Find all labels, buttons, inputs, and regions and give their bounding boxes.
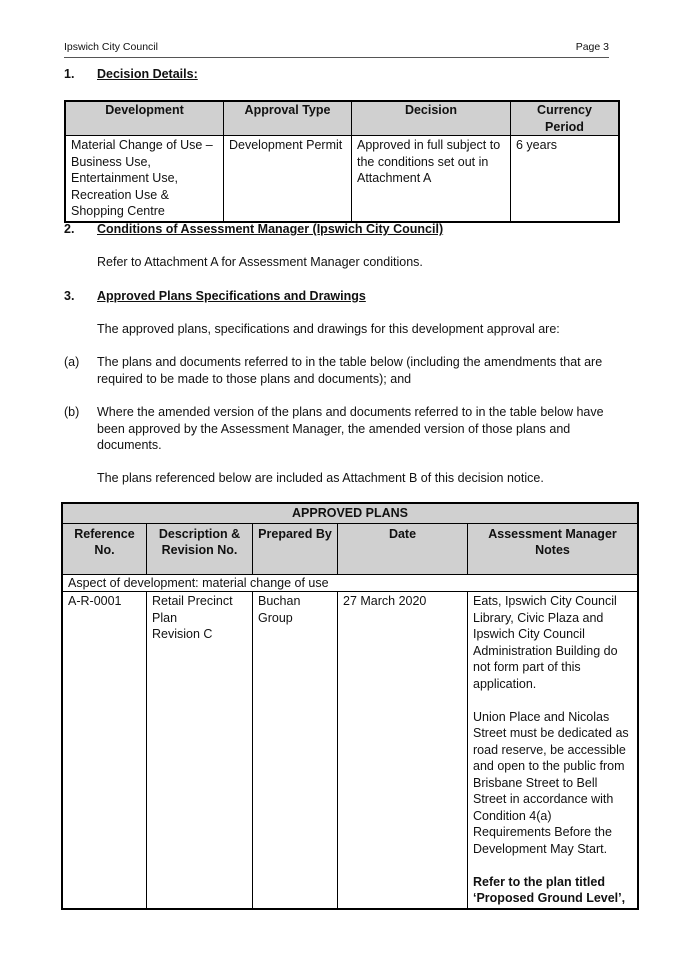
item-a-text — [97, 354, 602, 387]
notes-paragraph-2 — [473, 709, 632, 858]
col-header-decision: Decision — [352, 101, 511, 136]
item-b-label: (b) — [64, 405, 80, 419]
col-header-development: Development — [65, 101, 224, 136]
notes-line: Street must be dedicated as — [473, 726, 629, 740]
section-3-heading: Approved Plans Specifications and Drawings — [97, 289, 366, 303]
col-header-approval-type: Approval Type — [224, 101, 352, 136]
notes-line: Refer to the plan titled — [473, 874, 605, 889]
prepared-by-line: Buchan — [258, 594, 301, 608]
development-line: Recreation Use & — [71, 187, 169, 202]
cell-date: 27 March 2020 — [338, 592, 468, 909]
development-line: Shopping Centre — [71, 204, 165, 218]
description-line: Plan — [152, 610, 178, 625]
decision-line: Approved in full subject to — [357, 138, 501, 152]
notes-line: and open to the public from — [473, 759, 625, 773]
cell-notes — [468, 592, 639, 909]
section-2-number: 2. — [64, 222, 75, 236]
section-2-text: Refer to Attachment A for Assessment Manager conditions. — [97, 255, 423, 269]
section-3-number: 3. — [64, 289, 75, 303]
decision-line: Attachment A — [357, 171, 432, 185]
notes-line: Administration Building do — [473, 643, 618, 658]
decision-table-header-row — [65, 101, 619, 136]
notes-line: Condition 4(a) — [473, 808, 552, 823]
section-3-outro: The plans referenced below are included as Attachment B of this decision notice. — [97, 471, 544, 485]
prepared-by-line: Group — [258, 610, 293, 625]
notes-line: not form part of this — [473, 660, 581, 674]
col-header-notes: Assessment Manager Notes — [468, 523, 639, 574]
notes-line: Street in accordance with — [473, 792, 614, 806]
item-a-line: required to be made to those plans and documents); and — [97, 371, 412, 386]
cell-approval-type: Development Permit — [224, 136, 352, 222]
item-b-line: documents. — [97, 438, 162, 452]
section-3-intro: The approved plans, specifications and drawings for this development approval are: — [97, 322, 560, 336]
cell-currency-period: 6 years — [511, 136, 620, 222]
col-header-date: Date — [338, 523, 468, 574]
section-1-heading: Decision Details: — [97, 67, 198, 81]
description-line: Revision C — [152, 627, 213, 641]
plans-table-aspect-row — [62, 574, 638, 592]
decision-line: the conditions set out in — [357, 154, 489, 169]
notes-line: Union Place and Nicolas — [473, 709, 610, 724]
col-header-currency-period: Currency Period — [511, 101, 620, 136]
plans-table-title-row — [62, 503, 638, 523]
col-header-reference: Reference No. — [62, 523, 147, 574]
notes-line: Ipswich City Council — [473, 627, 585, 641]
cell-prepared-by — [253, 592, 338, 909]
cell-decision — [352, 136, 511, 222]
description-line: Retail Precinct — [152, 594, 233, 608]
header-page-number: Page 3 — [575, 41, 609, 53]
header-council-name: Ipswich City Council — [64, 41, 158, 53]
notes-line: Development May Start. — [473, 841, 608, 856]
decision-details-table — [64, 100, 620, 223]
plans-table-header-row — [62, 523, 638, 574]
cell-reference: A-R-0001 — [62, 592, 147, 909]
plans-table-title: APPROVED PLANS — [62, 503, 638, 523]
notes-line: Eats, Ipswich City Council — [473, 594, 617, 608]
item-b-text — [97, 404, 604, 454]
development-line: Entertainment Use, — [71, 171, 178, 185]
col-header-prepared-by: Prepared By — [253, 523, 338, 574]
decision-table-row — [65, 136, 619, 222]
notes-paragraph-1 — [473, 593, 632, 692]
section-2-heading: Conditions of Assessment Manager (Ipswich City Council) — [97, 222, 444, 236]
notes-paragraph-3 — [473, 874, 632, 907]
notes-line: application. — [473, 676, 537, 691]
notes-line: ‘Proposed Ground Level’, — [473, 891, 626, 905]
table-row — [62, 592, 638, 909]
notes-line: Brisbane Street to Bell — [473, 775, 598, 790]
notes-line: Requirements Before the — [473, 825, 612, 839]
approved-plans-table — [61, 502, 639, 910]
cell-description — [147, 592, 253, 909]
item-b-line: Where the amended version of the plans and documents referred to in the table below have — [97, 405, 604, 419]
development-line: Material Change of Use – — [71, 138, 213, 152]
item-b-line: been approved by the Assessment Manager, the amended version of those plans and — [97, 421, 571, 436]
section-1-number: 1. — [64, 67, 75, 81]
notes-line: road reserve, be accessible — [473, 742, 626, 757]
notes-line: Library, Civic Plaza and — [473, 610, 604, 625]
development-line: Business Use, — [71, 154, 151, 169]
page-header — [64, 40, 609, 58]
item-a-label: (a) — [64, 355, 80, 369]
cell-development — [65, 136, 224, 222]
col-header-description: Description & Revision No. — [147, 523, 253, 574]
aspect-of-development: Aspect of development: material change of use — [62, 574, 638, 592]
item-a-line: The plans and documents referred to in the table below (including the amendments that are — [97, 355, 603, 369]
